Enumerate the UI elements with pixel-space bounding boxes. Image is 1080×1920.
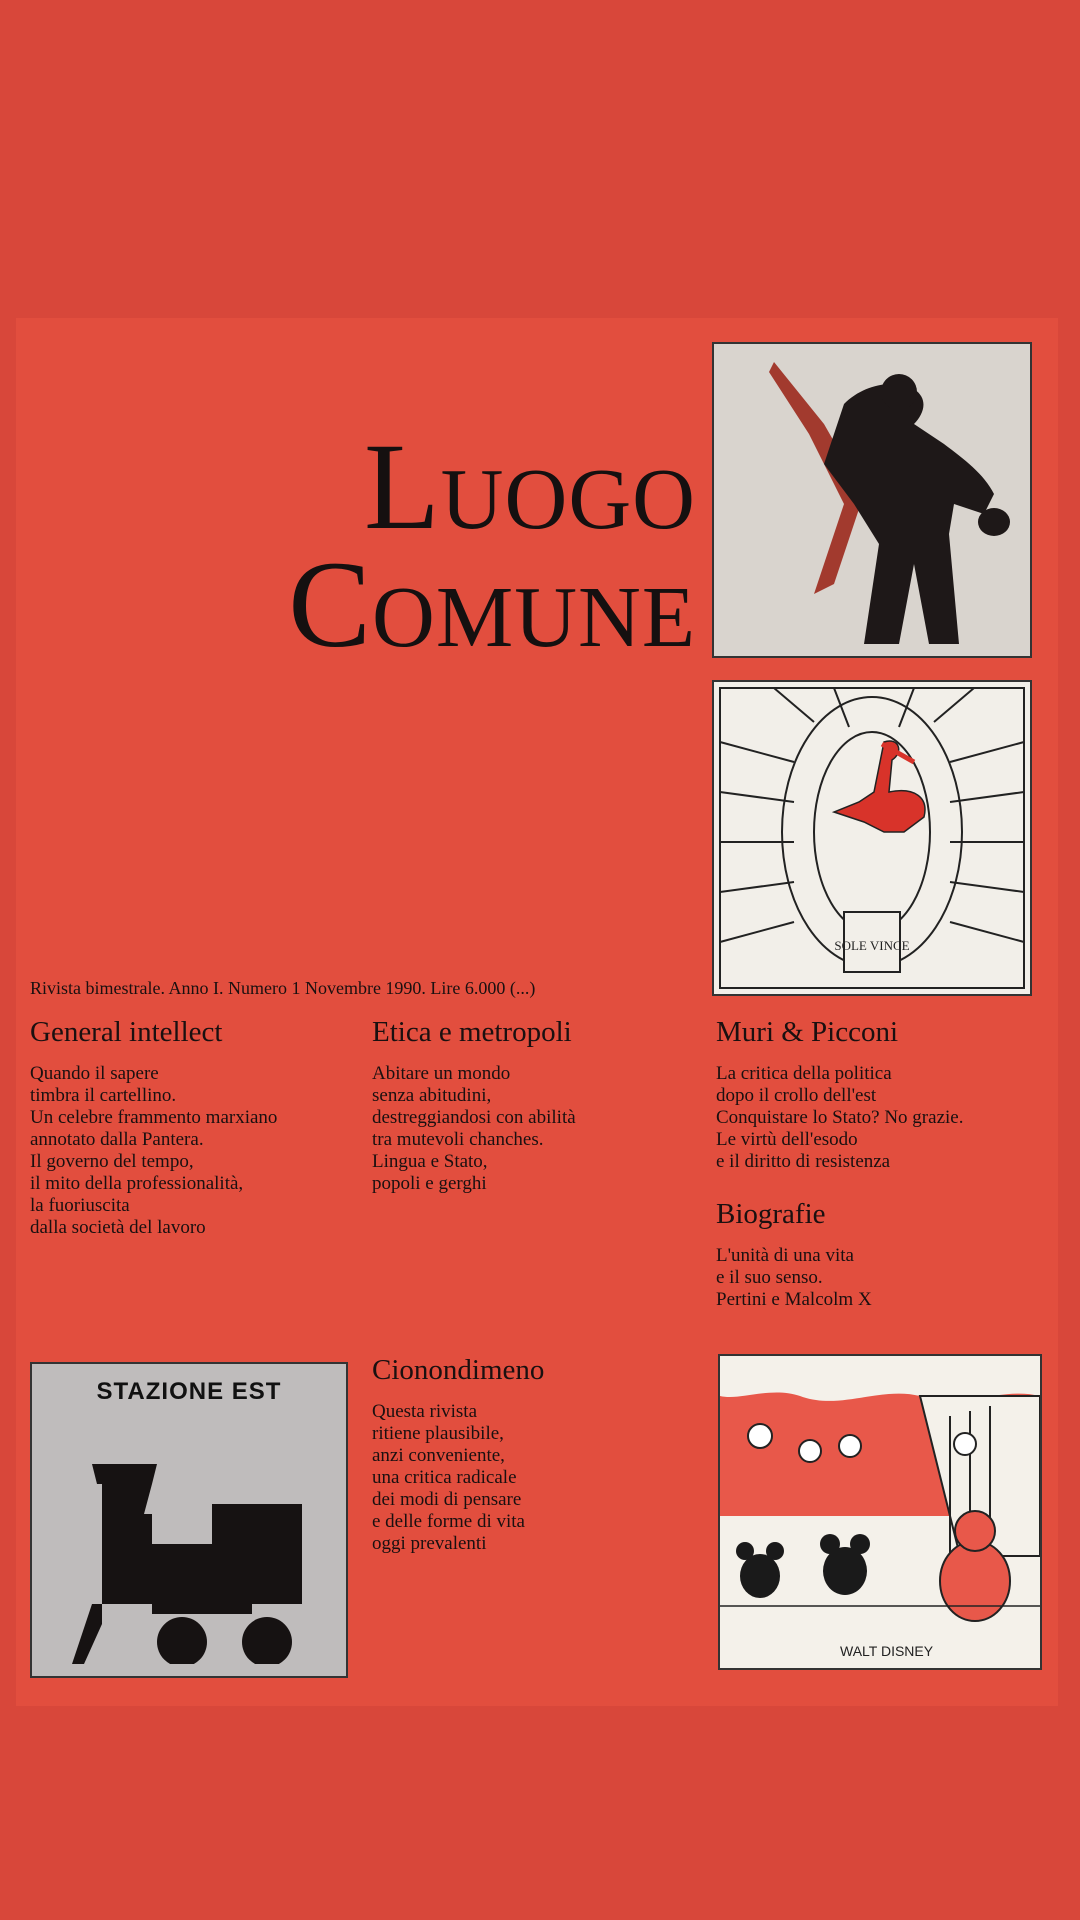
section-biografie: [716, 1198, 1046, 1311]
game-board-image: [712, 680, 1032, 996]
dancers-silhouette-icon: [714, 344, 1030, 656]
section-heading: Muri & Picconi: [716, 1016, 899, 1048]
locomotive-icon: [32, 1424, 346, 1664]
section-body: Questa rivista ritiene plausibile, anzi conveniente, una critica radicale dei modi di pensare e delle forme di vita oggi prevalenti: [372, 1401, 525, 1554]
comic-signature: WALT DISNEY: [840, 1643, 934, 1659]
section-etica-e-metropoli: [372, 1016, 692, 1195]
dance-photo: [712, 342, 1032, 658]
section-muri-e-picconi: [716, 1016, 1046, 1173]
title-line-1: Luogo: [363, 418, 696, 555]
stazione-est-image: [30, 1362, 348, 1678]
magazine-title: [176, 418, 696, 673]
section-heading: General intellect: [30, 1016, 223, 1048]
issue-info: Rivista bimestrale. Anno I. Numero 1 Novembre 1990. Lire 6.000 (...): [30, 978, 536, 998]
magazine-cover: [16, 318, 1058, 1706]
pelican-game-icon: [714, 682, 1030, 994]
section-body: Quando il sapere timbra il cartellino. Un celebre frammento marxiano annotato dalla Pantera. Il governo del tempo, il mito della professionalità, la fuoriuscita dalla società del lavoro: [30, 1063, 278, 1238]
section-body: L'unità di una vita e il suo senso. Pertini e Malcolm X: [716, 1245, 872, 1310]
game-square-label: SOLE VINCE: [834, 938, 910, 953]
cartoon-scene-icon: [720, 1356, 1040, 1668]
section-heading: Etica e metropoli: [372, 1016, 572, 1048]
comic-strip-image: [718, 1354, 1042, 1670]
section-heading: Cionondimeno: [372, 1354, 545, 1386]
title-line-2: Comune: [288, 535, 696, 673]
section-general-intellect: [30, 1016, 350, 1239]
stazione-label: STAZIONE EST: [96, 1378, 282, 1405]
section-body: Abitare un mondo senza abitudini, destreggiandosi con abilità tra mutevoli chanches. Lingua e Stato, popoli e gerghi: [372, 1063, 576, 1194]
section-cionondimeno: [372, 1354, 692, 1555]
section-body: La critica della politica dopo il crollo dell'est Conquistare lo Stato? No grazie. Le virtù dell'esodo e il diritto di resistenza: [716, 1063, 964, 1172]
section-heading: Biografie: [716, 1198, 826, 1230]
